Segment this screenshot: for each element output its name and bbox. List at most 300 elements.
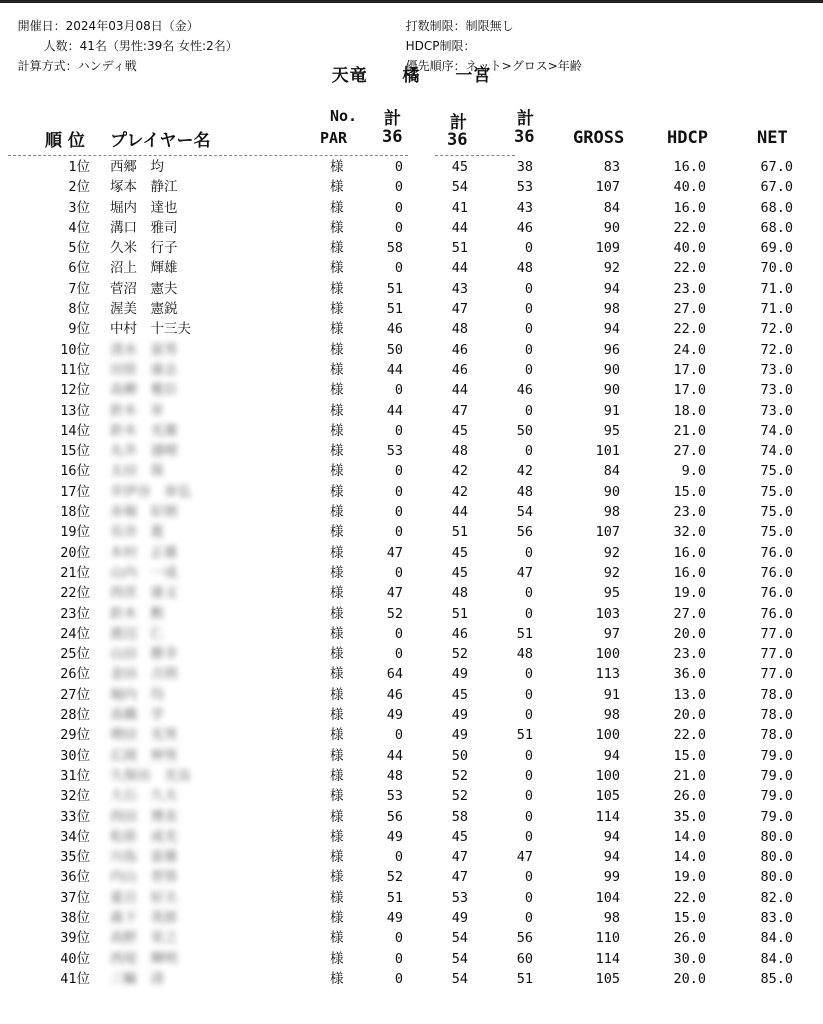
net-score: 79.0 bbox=[760, 747, 793, 764]
score-col-2: 45 bbox=[451, 544, 468, 561]
date-label: 開催日： bbox=[17, 19, 66, 33]
net-score: 75.0 bbox=[760, 524, 793, 541]
rank-cell: 15位 bbox=[60, 443, 90, 460]
score-col-2: 44 bbox=[451, 382, 468, 399]
kei-header-2: 計 bbox=[450, 113, 467, 133]
score-col-1: 0 bbox=[394, 422, 403, 439]
gross-score: 105 bbox=[595, 970, 620, 987]
score-col-3: 0 bbox=[524, 321, 533, 338]
score-col-1: 46 bbox=[386, 321, 403, 338]
gross-score: 94 bbox=[603, 321, 620, 338]
rank-cell: 20位 bbox=[60, 544, 90, 561]
honorific: 様 bbox=[330, 179, 344, 196]
honorific: 様 bbox=[330, 321, 344, 338]
net-score: 77.0 bbox=[760, 646, 793, 663]
net-score: 76.0 bbox=[760, 564, 793, 581]
rank-cell: 23位 bbox=[60, 605, 90, 622]
honorific: 様 bbox=[330, 605, 344, 622]
honorific: 様 bbox=[330, 564, 344, 581]
rank-cell: 11位 bbox=[60, 361, 90, 378]
gross-score: 92 bbox=[603, 260, 620, 277]
score-col-3: 0 bbox=[524, 280, 533, 297]
score-col-2: 47 bbox=[451, 301, 468, 318]
rank-cell: 7位 bbox=[68, 280, 90, 297]
player-name: 清水 富男 bbox=[110, 341, 178, 358]
score-col-2: 49 bbox=[451, 909, 468, 926]
honorific: 様 bbox=[330, 361, 344, 378]
hdcp-value: 26.0 bbox=[673, 788, 706, 805]
score-col-2: 52 bbox=[451, 788, 468, 805]
player-name: 西尾 輝明 bbox=[110, 950, 178, 967]
rank-cell: 3位 bbox=[68, 199, 90, 216]
score-col-3: 0 bbox=[524, 240, 533, 257]
player-name: 渥美 憲鋭 bbox=[110, 301, 178, 318]
honorific: 様 bbox=[330, 707, 344, 724]
player-name: 西田 博美 bbox=[110, 808, 178, 825]
rank-cell: 21位 bbox=[60, 564, 90, 581]
table-row bbox=[0, 928, 823, 948]
player-name: 塚本 静江 bbox=[110, 179, 178, 196]
hdcp-value: 36.0 bbox=[673, 666, 706, 683]
score-col-3: 51 bbox=[516, 727, 533, 744]
hdcp-value: 15.0 bbox=[673, 483, 706, 500]
score-col-1: 49 bbox=[386, 828, 403, 845]
hdcp-value: 22.0 bbox=[673, 260, 706, 277]
player-name: 鈴木 光雄 bbox=[110, 422, 178, 439]
gross-score: 99 bbox=[603, 869, 620, 886]
player-name: 山田 勝幸 bbox=[110, 646, 178, 663]
honorific: 様 bbox=[330, 869, 344, 886]
table-row bbox=[0, 604, 823, 624]
score-col-3: 42 bbox=[516, 463, 533, 480]
score-col-1: 48 bbox=[386, 767, 403, 784]
score-col-2: 48 bbox=[451, 443, 468, 460]
score-col-3: 0 bbox=[524, 402, 533, 419]
score-col-2: 42 bbox=[451, 463, 468, 480]
gross-score: 90 bbox=[603, 483, 620, 500]
score-col-3: 0 bbox=[524, 666, 533, 683]
net-score: 78.0 bbox=[760, 727, 793, 744]
score-col-2: 46 bbox=[451, 361, 468, 378]
count-value: 41名（男性:39名 女性:2名） bbox=[79, 39, 238, 53]
hdcp-value: 23.0 bbox=[673, 646, 706, 663]
score-col-1: 44 bbox=[386, 747, 403, 764]
net-score: 74.0 bbox=[760, 443, 793, 460]
score-col-2: 44 bbox=[451, 219, 468, 236]
rank-cell: 39位 bbox=[60, 930, 90, 947]
score-col-2: 53 bbox=[451, 889, 468, 906]
gross-score: 107 bbox=[595, 524, 620, 541]
honorific: 様 bbox=[330, 727, 344, 744]
hdcp-value: 22.0 bbox=[673, 321, 706, 338]
net-score: 73.0 bbox=[760, 382, 793, 399]
par36-header-3: 36 bbox=[514, 127, 535, 147]
score-col-3: 56 bbox=[516, 930, 533, 947]
honorific: 様 bbox=[330, 788, 344, 805]
player-name: 中村 十三夫 bbox=[110, 321, 191, 338]
table-row bbox=[0, 624, 823, 644]
score-col-2: 44 bbox=[451, 504, 468, 521]
table-row bbox=[0, 644, 823, 664]
net-score: 79.0 bbox=[760, 767, 793, 784]
top-border bbox=[0, 0, 823, 3]
score-col-2: 41 bbox=[451, 199, 468, 216]
table-row bbox=[0, 340, 823, 360]
course-name-2: 橘 bbox=[402, 66, 421, 86]
rank-cell: 4位 bbox=[68, 219, 90, 236]
player-name: 西宮 康文 bbox=[110, 585, 178, 602]
net-score: 80.0 bbox=[760, 869, 793, 886]
gross-score: 90 bbox=[603, 382, 620, 399]
rank-cell: 41位 bbox=[60, 970, 90, 987]
honorific: 様 bbox=[330, 767, 344, 784]
score-col-2: 58 bbox=[451, 808, 468, 825]
net-score: 85.0 bbox=[760, 970, 793, 987]
score-col-2: 45 bbox=[451, 159, 468, 175]
player-name: 川島 富雄 bbox=[110, 849, 178, 866]
score-col-1: 0 bbox=[394, 504, 403, 521]
net-score: 70.0 bbox=[760, 260, 793, 277]
honorific: 様 bbox=[330, 463, 344, 480]
score-col-3: 0 bbox=[524, 707, 533, 724]
player-name: 夏目 好夫 bbox=[110, 889, 178, 906]
score-col-1: 49 bbox=[386, 909, 403, 926]
honorific: 様 bbox=[330, 402, 344, 419]
score-col-3: 51 bbox=[516, 970, 533, 987]
player-name: 内山 晋悟 bbox=[110, 869, 178, 886]
score-col-1: 53 bbox=[386, 443, 403, 460]
rank-cell: 37位 bbox=[60, 889, 90, 906]
score-col-3: 0 bbox=[524, 361, 533, 378]
score-col-2: 47 bbox=[451, 402, 468, 419]
gross-score: 84 bbox=[603, 199, 620, 216]
net-score: 67.0 bbox=[760, 179, 793, 196]
hdcp-value: 23.0 bbox=[673, 504, 706, 521]
player-name: 松原 成光 bbox=[110, 828, 178, 845]
gross-score: 110 bbox=[595, 930, 620, 947]
player-name: 田原 康志 bbox=[110, 361, 178, 378]
score-col-1: 0 bbox=[394, 463, 403, 480]
gross-score: 107 bbox=[595, 179, 620, 196]
player-name: 鈴木 勲 bbox=[110, 605, 164, 622]
stroke-limit-value: 制限無し bbox=[465, 19, 514, 33]
score-col-3: 0 bbox=[524, 605, 533, 622]
score-col-2: 45 bbox=[451, 686, 468, 703]
score-col-3: 0 bbox=[524, 869, 533, 886]
hdcp-value: 9.0 bbox=[681, 463, 706, 480]
rank-cell: 27位 bbox=[60, 686, 90, 703]
rank-cell: 38位 bbox=[60, 909, 90, 926]
priority-label: 優先順序： bbox=[405, 59, 466, 73]
score-col-3: 43 bbox=[516, 199, 533, 216]
score-col-1: 0 bbox=[394, 950, 403, 967]
player-name: 鈴木 昇 bbox=[110, 402, 164, 419]
rank-cell: 26位 bbox=[60, 666, 90, 683]
score-col-1: 0 bbox=[394, 524, 403, 541]
score-col-2: 52 bbox=[451, 767, 468, 784]
score-col-2: 51 bbox=[451, 240, 468, 257]
hdcp-value: 27.0 bbox=[673, 605, 706, 622]
gross-score: 105 bbox=[595, 788, 620, 805]
hdcp-value: 22.0 bbox=[673, 727, 706, 744]
hdcp-value: 13.0 bbox=[673, 686, 706, 703]
hdcp-value: 20.0 bbox=[673, 625, 706, 642]
score-col-2: 48 bbox=[451, 321, 468, 338]
rank-cell: 36位 bbox=[60, 869, 90, 886]
score-col-1: 0 bbox=[394, 382, 403, 399]
player-name: 高柳 雅臣 bbox=[110, 382, 178, 399]
player-header: プレイヤー名 bbox=[110, 131, 211, 151]
honorific: 様 bbox=[330, 219, 344, 236]
table-row bbox=[0, 847, 823, 867]
rank-cell: 24位 bbox=[60, 625, 90, 642]
rank-cell: 2位 bbox=[68, 179, 90, 196]
hdcp-value: 14.0 bbox=[673, 828, 706, 845]
count-label: 人数： bbox=[43, 39, 80, 53]
score-col-2: 50 bbox=[451, 747, 468, 764]
net-score: 71.0 bbox=[760, 280, 793, 297]
player-name: 井伊谷 章弘 bbox=[110, 483, 191, 500]
honorific: 様 bbox=[330, 625, 344, 642]
score-col-3: 0 bbox=[524, 788, 533, 805]
rank-cell: 29位 bbox=[60, 727, 90, 744]
table-row bbox=[0, 441, 823, 461]
hdcp-limit-label: HDCP制限： bbox=[405, 39, 476, 53]
table-row bbox=[0, 461, 823, 481]
score-col-2: 52 bbox=[451, 646, 468, 663]
hdcp-value: 24.0 bbox=[673, 341, 706, 358]
score-col-1: 0 bbox=[394, 930, 403, 947]
gross-score: 98 bbox=[603, 909, 620, 926]
gross-score: 83 bbox=[603, 159, 620, 175]
player-name: 森下 英郎 bbox=[110, 909, 178, 926]
table-row bbox=[0, 827, 823, 847]
score-col-2: 42 bbox=[451, 483, 468, 500]
score-col-2: 47 bbox=[451, 849, 468, 866]
honorific: 様 bbox=[330, 930, 344, 947]
score-col-2: 47 bbox=[451, 869, 468, 886]
table-row bbox=[0, 766, 823, 786]
table-row bbox=[0, 401, 823, 421]
score-col-1: 0 bbox=[394, 199, 403, 216]
score-col-1: 50 bbox=[386, 341, 403, 358]
net-score: 73.0 bbox=[760, 402, 793, 419]
rank-cell: 16位 bbox=[60, 463, 90, 480]
score-col-1: 0 bbox=[394, 159, 403, 175]
gross-score: 94 bbox=[603, 747, 620, 764]
table-row bbox=[0, 807, 823, 827]
score-col-2: 49 bbox=[451, 727, 468, 744]
honorific: 様 bbox=[330, 199, 344, 216]
score-col-3: 0 bbox=[524, 747, 533, 764]
score-col-1: 58 bbox=[386, 240, 403, 257]
priority-value: ネット>グロス>年齢 bbox=[465, 59, 582, 73]
score-col-3: 0 bbox=[524, 301, 533, 318]
table-row bbox=[0, 563, 823, 583]
gross-score: 98 bbox=[603, 707, 620, 724]
hdcp-value: 16.0 bbox=[673, 564, 706, 581]
rank-cell: 22位 bbox=[60, 585, 90, 602]
hdcp-value: 20.0 bbox=[673, 707, 706, 724]
rank-cell: 6位 bbox=[68, 260, 90, 277]
rank-cell: 9位 bbox=[68, 321, 90, 338]
score-col-1: 44 bbox=[386, 361, 403, 378]
hdcp-value: 22.0 bbox=[673, 889, 706, 906]
rank-cell: 30位 bbox=[60, 747, 90, 764]
table-row bbox=[0, 664, 823, 684]
player-name: 堀内 達也 bbox=[110, 199, 178, 216]
rank-cell: 35位 bbox=[60, 849, 90, 866]
table-row bbox=[0, 380, 823, 400]
rank-cell: 25位 bbox=[60, 646, 90, 663]
table-row bbox=[0, 218, 823, 238]
rank-cell: 14位 bbox=[60, 422, 90, 439]
net-score: 79.0 bbox=[760, 808, 793, 825]
hdcp-value: 18.0 bbox=[673, 402, 706, 419]
score-col-2: 51 bbox=[451, 605, 468, 622]
score-col-3: 0 bbox=[524, 808, 533, 825]
net-score: 78.0 bbox=[760, 686, 793, 703]
rank-cell: 28位 bbox=[60, 707, 90, 724]
score-col-3: 53 bbox=[516, 179, 533, 196]
net-score: 84.0 bbox=[760, 930, 793, 947]
score-col-3: 0 bbox=[524, 686, 533, 703]
net-score: 75.0 bbox=[760, 483, 793, 500]
net-score: 69.0 bbox=[760, 240, 793, 257]
score-col-3: 0 bbox=[524, 443, 533, 460]
net-score: 79.0 bbox=[760, 788, 793, 805]
net-score: 75.0 bbox=[760, 463, 793, 480]
score-col-1: 47 bbox=[386, 585, 403, 602]
net-score: 80.0 bbox=[760, 828, 793, 845]
honorific: 様 bbox=[330, 909, 344, 926]
honorific: 様 bbox=[330, 483, 344, 500]
net-score: 74.0 bbox=[760, 422, 793, 439]
date-value: 2024年03月08日（金） bbox=[65, 19, 199, 33]
rank-cell: 19位 bbox=[60, 524, 90, 541]
score-col-1: 0 bbox=[394, 970, 403, 987]
rank-cell: 18位 bbox=[60, 504, 90, 521]
honorific: 様 bbox=[330, 686, 344, 703]
player-name: 木村 正雄 bbox=[110, 544, 178, 561]
hdcp-value: 16.0 bbox=[673, 544, 706, 561]
par-header: PAR bbox=[320, 129, 348, 147]
gross-score: 100 bbox=[595, 727, 620, 744]
net-score: 76.0 bbox=[760, 605, 793, 622]
honorific: 様 bbox=[330, 646, 344, 663]
gross-score: 92 bbox=[603, 564, 620, 581]
hdcp-value: 19.0 bbox=[673, 585, 706, 602]
net-score: 72.0 bbox=[760, 341, 793, 358]
hdcp-value: 23.0 bbox=[673, 280, 706, 297]
score-col-1: 44 bbox=[386, 402, 403, 419]
net-score: 80.0 bbox=[760, 849, 793, 866]
par36-header-2: 36 bbox=[447, 130, 468, 150]
score-col-1: 0 bbox=[394, 849, 403, 866]
net-score: 77.0 bbox=[760, 666, 793, 683]
net-score: 68.0 bbox=[760, 219, 793, 236]
hdcp-value: 32.0 bbox=[673, 524, 706, 541]
gross-score: 109 bbox=[595, 240, 620, 257]
net-score: 78.0 bbox=[760, 707, 793, 724]
score-col-2: 45 bbox=[451, 564, 468, 581]
score-col-3: 48 bbox=[516, 483, 533, 500]
table-row bbox=[0, 888, 823, 908]
score-col-3: 38 bbox=[516, 159, 533, 175]
gross-score: 94 bbox=[603, 849, 620, 866]
score-col-1: 0 bbox=[394, 260, 403, 277]
rank-cell: 10位 bbox=[60, 341, 90, 358]
gross-score: 84 bbox=[603, 463, 620, 480]
score-col-3: 47 bbox=[516, 564, 533, 581]
hdcp-value: 30.0 bbox=[673, 950, 706, 967]
table-row bbox=[0, 502, 823, 522]
hdcp-value: 16.0 bbox=[673, 159, 706, 175]
gross-score: 113 bbox=[595, 666, 620, 683]
score-col-1: 0 bbox=[394, 219, 403, 236]
table-row bbox=[0, 198, 823, 218]
gross-score: 97 bbox=[603, 625, 620, 642]
score-col-1: 49 bbox=[386, 707, 403, 724]
table-row bbox=[0, 908, 823, 928]
player-name: 赤堀 好朗 bbox=[110, 504, 178, 521]
rank-cell: 8位 bbox=[68, 301, 90, 318]
honorific: 様 bbox=[330, 970, 344, 987]
score-col-2: 45 bbox=[451, 828, 468, 845]
method-value: ハンディ戦 bbox=[77, 59, 137, 73]
table-row bbox=[0, 583, 823, 603]
gross-score: 90 bbox=[603, 219, 620, 236]
hdcp-value: 22.0 bbox=[673, 219, 706, 236]
gross-score: 91 bbox=[603, 686, 620, 703]
table-row bbox=[0, 157, 823, 177]
hdcp-value: 15.0 bbox=[673, 747, 706, 764]
rank-cell: 12位 bbox=[60, 382, 90, 399]
table-row bbox=[0, 319, 823, 339]
player-name: 金田 吉則 bbox=[110, 666, 178, 683]
score-col-2: 51 bbox=[451, 524, 468, 541]
score-col-2: 49 bbox=[451, 666, 468, 683]
net-header: NET bbox=[757, 128, 788, 148]
score-col-1: 0 bbox=[394, 179, 403, 196]
net-score: 68.0 bbox=[760, 199, 793, 216]
score-col-3: 48 bbox=[516, 646, 533, 663]
honorific: 様 bbox=[330, 544, 344, 561]
player-name: 西郷 均 bbox=[110, 159, 164, 175]
hdcp-value: 17.0 bbox=[673, 361, 706, 378]
gross-score: 94 bbox=[603, 828, 620, 845]
score-col-2: 49 bbox=[451, 707, 468, 724]
stroke-limit-label: 打数制限： bbox=[405, 19, 466, 33]
player-name: 太田 保 bbox=[110, 463, 164, 480]
table-row bbox=[0, 725, 823, 745]
score-col-3: 46 bbox=[516, 382, 533, 399]
rank-cell: 34位 bbox=[60, 828, 90, 845]
hdcp-value: 15.0 bbox=[673, 909, 706, 926]
table-row bbox=[0, 238, 823, 258]
hdcp-value: 17.0 bbox=[673, 382, 706, 399]
score-col-3: 46 bbox=[516, 219, 533, 236]
net-score: 73.0 bbox=[760, 361, 793, 378]
rank-cell: 32位 bbox=[60, 788, 90, 805]
player-name: 沼上 輝雄 bbox=[110, 260, 178, 277]
net-score: 77.0 bbox=[760, 625, 793, 642]
player-name: 久保田 光良 bbox=[110, 767, 191, 784]
player-name: 大石 久夫 bbox=[110, 788, 178, 805]
player-name: 三輪 清 bbox=[110, 970, 164, 987]
hdcp-value: 14.0 bbox=[673, 849, 706, 866]
rank-cell: 1位 bbox=[68, 159, 90, 175]
